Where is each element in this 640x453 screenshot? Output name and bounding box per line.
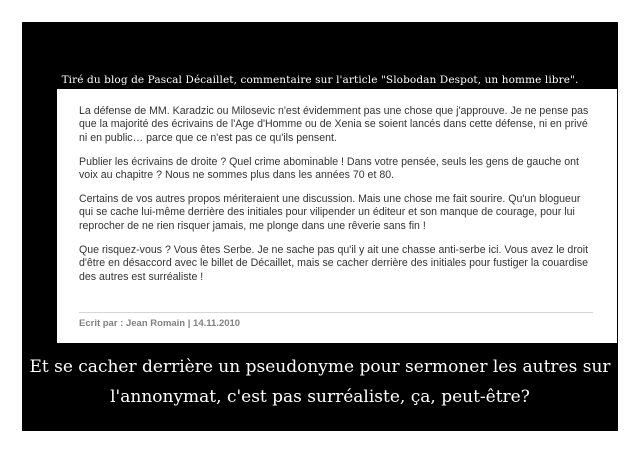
comment-box xyxy=(57,89,617,343)
comment-paragraph-3: Certains de vos autres propos mériteraient une discussion. Mais une chose me fait sourire. Qu'un blogueur qui se cache lui-même derrière des initiales pour vilipender un éditeur et son manque de courage, pour lui reprocher de ne rien risquer jamais, me plonge dans une rêverie sans fin ! xyxy=(79,193,581,232)
black-frame xyxy=(22,22,618,431)
bottom-caption-line-2: l'annonymat, c'est pas surréaliste, ça, peut-être? xyxy=(110,387,530,407)
comment-paragraph-2: Publier les écrivains de droite ? Quel crime abominable ! Dans votre pensée, seuls les gens de gauche ont voix au chapitre ? Nous ne sommes plus dans les années 70 et 80. xyxy=(79,155,579,182)
comment-body xyxy=(79,105,593,294)
comment-footer: Ecrit par : Jean Romain | 14.11.2010 xyxy=(79,318,241,329)
bottom-caption xyxy=(22,352,618,412)
bottom-caption-line-1: Et se cacher derrière un pseudonyme pour sermoner les autres sur xyxy=(29,357,611,377)
comment-divider xyxy=(79,312,593,313)
comment-paragraph-4: Que risquez-vous ? Vous êtes Serbe. Je ne sache pas qu'il y ait une chasse anti-serbe ici. Vous avez le droit d'être en désaccord avec le billet de Décaillet, mais se cacher derrière des initiales pour fustiger la couardise des autres est surréaliste ! xyxy=(79,243,589,283)
comment-paragraph-1: La défense de MM. Karadzic ou Milosevic n'est évidemment pas une chose que j'approuve. Je ne pense pas que la majorité des écrivains de l'Age d'Homme ou de Xenia se soient lancés dans cette défense, ni en privé ni en public… parce que ce n'est pas ce qu'ils pensent. xyxy=(79,105,589,144)
header-caption: Tiré du blog de Pascal Décaillet, commentaire sur l'article "Slobodan Despot, un homme libre". xyxy=(61,74,579,86)
